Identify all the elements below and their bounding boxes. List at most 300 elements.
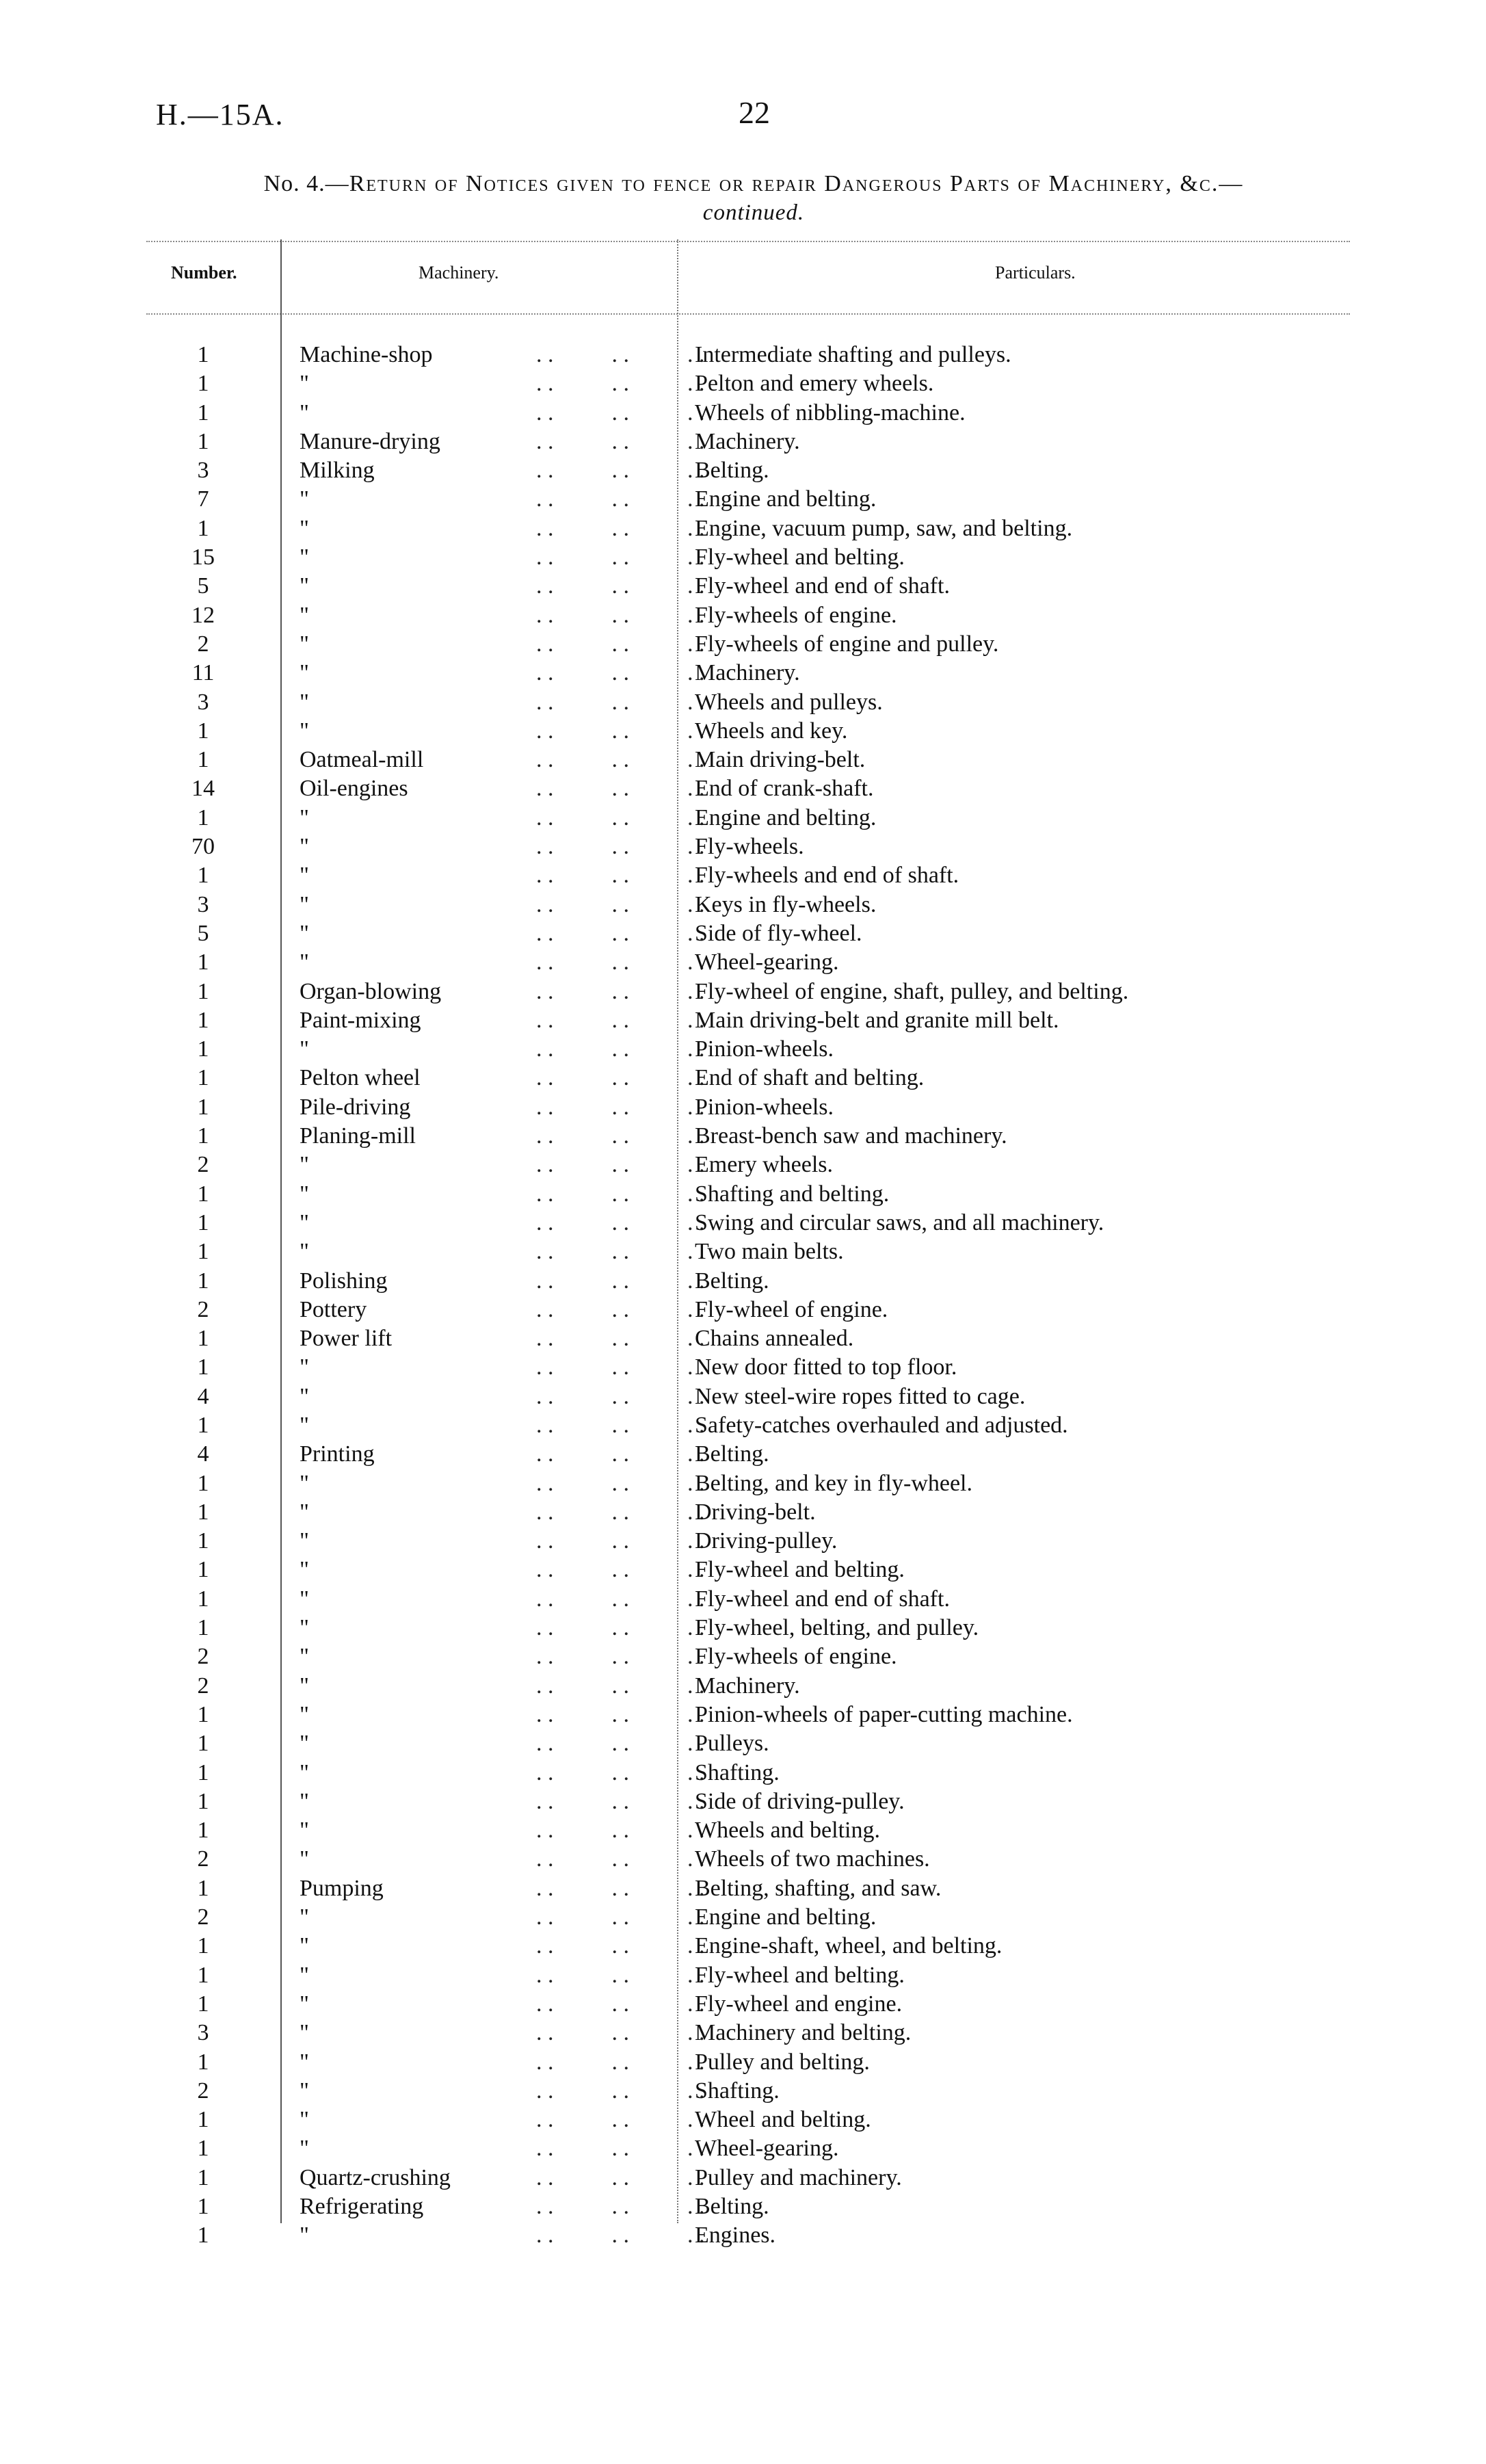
row-machinery: "	[300, 1383, 309, 1409]
row-number: 2	[197, 1846, 209, 1872]
row-leader-dots: . . . . . .	[536, 718, 705, 744]
row-number: 1	[197, 1991, 209, 2017]
row-number: 1	[197, 949, 209, 975]
table-row	[0, 804, 1486, 833]
row-leader-dots: . . . . . .	[536, 804, 705, 830]
table-row	[0, 1787, 1486, 1816]
row-machinery: "	[300, 515, 309, 541]
row-leader-dots: . . . . . .	[536, 2049, 705, 2075]
row-particulars: Emery wheels.	[695, 1152, 834, 1178]
row-particulars: New steel-wire ropes fitted to cage.	[695, 1383, 1026, 1409]
table-row	[0, 1324, 1486, 1353]
table-row	[0, 717, 1486, 746]
row-particulars: Fly-wheel and belting.	[695, 545, 905, 571]
table-row	[0, 369, 1486, 398]
table-row	[0, 1440, 1486, 1469]
row-number: 2	[197, 1152, 209, 1178]
row-machinery: "	[300, 1759, 309, 1785]
row-machinery: "	[300, 891, 309, 917]
row-particulars: Breast-bench saw and machinery.	[695, 1123, 1007, 1149]
row-machinery: "	[300, 1818, 309, 1844]
row-number: 11	[191, 660, 215, 686]
row-machinery: "	[300, 1528, 309, 1554]
row-leader-dots: . . . . . .	[536, 978, 705, 1004]
row-machinery: "	[300, 1499, 309, 1525]
row-particulars: Fly-wheel, belting, and pulley.	[695, 1615, 979, 1641]
row-machinery: "	[300, 1644, 309, 1670]
row-machinery: "	[300, 2107, 309, 2133]
row-number: 1	[197, 1499, 209, 1525]
row-machinery: Oatmeal-mill	[300, 747, 424, 773]
row-particulars: Fly-wheels.	[695, 834, 804, 860]
row-machinery: "	[300, 1412, 309, 1438]
row-number: 2	[197, 1644, 209, 1670]
row-particulars: Main driving-belt.	[695, 747, 866, 773]
row-leader-dots: . . . . . .	[536, 399, 705, 425]
row-number: 14	[191, 776, 215, 802]
row-particulars: Belting, and key in fly-wheel.	[695, 1470, 973, 1496]
document-reference: H.—15A.	[156, 98, 284, 131]
row-machinery: Polishing	[300, 1268, 388, 1294]
row-machinery: "	[300, 602, 309, 628]
row-leader-dots: . . . . . .	[536, 1383, 705, 1409]
row-machinery: Pile-driving	[300, 1094, 411, 1120]
row-machinery: "	[300, 399, 309, 425]
row-leader-dots: . . . . . .	[536, 2078, 705, 2103]
row-machinery: "	[300, 660, 309, 686]
row-number: 1	[197, 1586, 209, 1612]
table-row	[0, 1006, 1486, 1035]
row-number: 7	[197, 486, 209, 512]
row-number: 1	[197, 1065, 209, 1091]
row-leader-dots: . . . . . .	[536, 949, 705, 975]
table-row	[0, 1498, 1486, 1527]
row-particulars: Machinery.	[695, 660, 800, 686]
row-particulars: Pinion-wheels.	[695, 1094, 834, 1120]
table-row	[0, 659, 1486, 687]
row-particulars: Chains annealed.	[695, 1326, 854, 1352]
row-number: 15	[191, 545, 215, 571]
table-row	[0, 948, 1486, 977]
row-machinery: "	[300, 1209, 309, 1235]
row-machinery: "	[300, 371, 309, 397]
row-number: 1	[197, 1875, 209, 1901]
row-number: 1	[197, 1326, 209, 1352]
table-row	[0, 1990, 1486, 2019]
row-machinery: "	[300, 1239, 309, 1265]
row-leader-dots: . . . . . .	[536, 1846, 705, 1872]
row-machinery: "	[300, 804, 309, 830]
row-particulars: Engine, vacuum pump, saw, and belting.	[695, 515, 1073, 541]
row-leader-dots: . . . . . .	[536, 2107, 705, 2133]
column-header-particulars: Particulars.	[995, 263, 1076, 283]
row-number: 1	[197, 863, 209, 889]
row-particulars: Side of fly-wheel.	[695, 920, 862, 946]
row-particulars: Two main belts.	[695, 1239, 844, 1265]
row-number: 1	[197, 747, 209, 773]
row-leader-dots: . . . . . .	[536, 1470, 705, 1496]
row-particulars: Fly-wheel and end of shaft.	[695, 573, 950, 599]
row-leader-dots: . . . . . .	[536, 863, 705, 889]
row-leader-dots: . . . . . .	[536, 2136, 705, 2162]
row-particulars: Wheels of two machines.	[695, 1846, 930, 1872]
table-row	[0, 861, 1486, 890]
row-leader-dots: . . . . . .	[536, 747, 705, 773]
row-particulars: Pinion-wheels.	[695, 1036, 834, 1062]
table-row	[0, 1932, 1486, 1961]
row-leader-dots: . . . . . .	[536, 573, 705, 599]
row-number: 1	[197, 1528, 209, 1554]
row-number: 1	[197, 1759, 209, 1785]
row-number: 1	[197, 1007, 209, 1033]
table-row	[0, 456, 1486, 485]
row-leader-dots: . . . . . .	[536, 776, 705, 802]
table-row	[0, 774, 1486, 803]
row-machinery: "	[300, 486, 309, 512]
row-leader-dots: . . . . . .	[536, 545, 705, 571]
row-particulars: Wheel-gearing.	[695, 949, 839, 975]
row-number: 1	[197, 1818, 209, 1844]
row-machinery: Milking	[300, 458, 375, 484]
row-machinery: Paint-mixing	[300, 1007, 421, 1033]
row-particulars: Pulley and belting.	[695, 2049, 870, 2075]
row-machinery: "	[300, 2020, 309, 2046]
column-header-machinery: Machinery.	[419, 263, 499, 283]
row-particulars: Machinery and belting.	[695, 2020, 912, 2046]
table-row	[0, 1411, 1486, 1440]
row-machinery: "	[300, 920, 309, 946]
row-number: 1	[197, 2049, 209, 2075]
row-particulars: Fly-wheel and engine.	[695, 1991, 903, 2017]
row-particulars: Safety-catches overhauled and adjusted.	[695, 1412, 1068, 1438]
row-number: 12	[191, 602, 215, 628]
row-particulars: Fly-wheel and end of shaft.	[695, 1586, 950, 1612]
row-machinery: "	[300, 1181, 309, 1207]
row-particulars: Belting.	[695, 458, 769, 484]
row-machinery: "	[300, 1557, 309, 1583]
row-leader-dots: . . . . . .	[536, 1239, 705, 1265]
row-number: 1	[197, 371, 209, 397]
row-machinery: "	[300, 1470, 309, 1496]
row-particulars: End of shaft and belting.	[695, 1065, 925, 1091]
row-leader-dots: . . . . . .	[536, 1557, 705, 1583]
row-leader-dots: . . . . . .	[536, 342, 705, 367]
row-leader-dots: . . . . . .	[536, 1412, 705, 1438]
table-row	[0, 1035, 1486, 1064]
table-row	[0, 1903, 1486, 1932]
row-number: 3	[197, 458, 209, 484]
row-particulars: Engine-shaft, wheel, and belting.	[695, 1933, 1003, 1959]
table-row	[0, 1701, 1486, 1729]
row-particulars: Belting.	[695, 1441, 769, 1467]
row-machinery: "	[300, 689, 309, 715]
row-particulars: Engine and belting.	[695, 804, 877, 830]
row-leader-dots: . . . . . .	[536, 428, 705, 454]
row-number: 5	[197, 920, 209, 946]
row-particulars: Swing and circular saws, and all machinery.	[695, 1209, 1104, 1235]
table-row	[0, 601, 1486, 630]
row-machinery: Planing-mill	[300, 1123, 416, 1149]
row-leader-dots: . . . . . .	[536, 1904, 705, 1930]
table-row	[0, 2221, 1486, 2250]
row-particulars: Driving-pulley.	[695, 1528, 838, 1554]
row-leader-dots: . . . . . .	[536, 1615, 705, 1641]
row-number: 1	[197, 1181, 209, 1207]
row-number: 1	[197, 1036, 209, 1062]
row-machinery: "	[300, 1991, 309, 2017]
row-machinery: Manure-drying	[300, 428, 440, 454]
row-particulars: Intermediate shafting and pulleys.	[695, 342, 1011, 367]
table-row	[0, 746, 1486, 774]
row-machinery: "	[300, 718, 309, 744]
row-number: 2	[197, 2078, 209, 2103]
table-row	[0, 1267, 1486, 1296]
table-row	[0, 1874, 1486, 1903]
row-leader-dots: . . . . . .	[536, 1326, 705, 1352]
row-leader-dots: . . . . . .	[536, 2223, 705, 2249]
row-leader-dots: . . . . . .	[536, 920, 705, 946]
row-particulars: Fly-wheels and end of shaft.	[695, 863, 959, 889]
row-machinery: "	[300, 1036, 309, 1062]
row-leader-dots: . . . . . .	[536, 458, 705, 484]
row-machinery: "	[300, 1788, 309, 1814]
row-number: 5	[197, 573, 209, 599]
row-number: 1	[197, 428, 209, 454]
table-row	[0, 572, 1486, 601]
table-row	[0, 2134, 1486, 2163]
table-row	[0, 1064, 1486, 1092]
row-particulars: Pinion-wheels of paper-cutting machine.	[695, 1701, 1073, 1727]
table-row	[0, 1816, 1486, 1845]
row-number: 1	[197, 1209, 209, 1235]
row-number: 1	[197, 1962, 209, 1988]
row-number: 1	[197, 342, 209, 367]
row-leader-dots: . . . . . .	[536, 1759, 705, 1785]
row-leader-dots: . . . . . .	[536, 1094, 705, 1120]
row-particulars: Wheels and key.	[695, 718, 848, 744]
table-row	[0, 2019, 1486, 2047]
table-row	[0, 630, 1486, 659]
row-leader-dots: . . . . . .	[536, 486, 705, 512]
table-row	[0, 1180, 1486, 1209]
row-leader-dots: . . . . . .	[536, 1644, 705, 1670]
title-continued: continued.	[702, 200, 805, 225]
row-particulars: Shafting.	[695, 2078, 780, 2103]
row-particulars: Wheels of nibbling-machine.	[695, 399, 966, 425]
table-row	[0, 688, 1486, 717]
row-machinery: "	[300, 1962, 309, 1988]
row-particulars: Fly-wheel and belting.	[695, 1557, 905, 1583]
title-prefix: No. 4.—	[263, 171, 349, 196]
table-row	[0, 2164, 1486, 2192]
row-leader-dots: . . . . . .	[536, 1354, 705, 1380]
row-leader-dots: . . . . . .	[536, 1788, 705, 1814]
row-particulars: Wheels and pulleys.	[695, 689, 883, 715]
row-number: 2	[197, 1673, 209, 1699]
table-row	[0, 1672, 1486, 1701]
table-row	[0, 1237, 1486, 1266]
row-number: 1	[197, 2136, 209, 2162]
row-particulars: Driving-belt.	[695, 1499, 816, 1525]
row-number: 1	[197, 1239, 209, 1265]
row-number: 1	[197, 1412, 209, 1438]
row-particulars: New door fitted to top floor.	[695, 1354, 957, 1380]
row-machinery: "	[300, 2049, 309, 2075]
row-machinery: Pelton wheel	[300, 1065, 421, 1091]
row-number: 1	[197, 399, 209, 425]
table-row	[0, 1122, 1486, 1151]
row-machinery: "	[300, 1731, 309, 1757]
row-number: 1	[197, 1094, 209, 1120]
row-machinery: Machine-shop	[300, 342, 433, 367]
row-machinery: Refrigerating	[300, 2194, 424, 2219]
row-number: 1	[197, 1701, 209, 1727]
row-machinery: "	[300, 1846, 309, 1872]
row-leader-dots: . . . . . .	[536, 660, 705, 686]
row-machinery: Power lift	[300, 1326, 393, 1352]
row-leader-dots: . . . . . .	[536, 602, 705, 628]
table-row	[0, 1296, 1486, 1324]
row-particulars: Belting.	[695, 1268, 769, 1294]
row-particulars: Machinery.	[695, 428, 800, 454]
table-row	[0, 1382, 1486, 1411]
row-number: 4	[197, 1441, 209, 1467]
table-row	[0, 514, 1486, 543]
row-particulars: Pulleys.	[695, 1731, 769, 1757]
row-particulars: Fly-wheels of engine and pulley.	[695, 631, 999, 657]
row-leader-dots: . . . . . .	[536, 1701, 705, 1727]
row-number: 3	[197, 2020, 209, 2046]
row-particulars: Wheels and belting.	[695, 1818, 880, 1844]
table-row	[0, 1961, 1486, 1990]
row-number: 2	[197, 631, 209, 657]
row-particulars: Pelton and emery wheels.	[695, 371, 934, 397]
table-row	[0, 1759, 1486, 1787]
row-leader-dots: . . . . . .	[536, 689, 705, 715]
table-title	[159, 170, 1349, 227]
row-particulars: Fly-wheels of engine.	[695, 602, 897, 628]
table-row	[0, 1585, 1486, 1614]
row-number: 70	[191, 834, 215, 860]
table-row	[0, 1614, 1486, 1642]
row-number: 1	[197, 2194, 209, 2219]
table-row	[0, 1353, 1486, 1382]
row-machinery: "	[300, 863, 309, 889]
row-machinery: "	[300, 1586, 309, 1612]
row-leader-dots: . . . . . .	[536, 1875, 705, 1901]
row-leader-dots: . . . . . .	[536, 1268, 705, 1294]
table-row	[0, 2077, 1486, 2106]
row-number: 1	[197, 1731, 209, 1757]
row-leader-dots: . . . . . .	[536, 1441, 705, 1467]
row-leader-dots: . . . . . .	[536, 834, 705, 860]
row-leader-dots: . . . . . .	[536, 1007, 705, 1033]
table-row	[0, 1729, 1486, 1758]
row-leader-dots: . . . . . .	[536, 1152, 705, 1178]
row-number: 1	[197, 2107, 209, 2133]
table-row	[0, 1209, 1486, 1237]
row-leader-dots: . . . . . .	[536, 371, 705, 397]
row-leader-dots: . . . . . .	[536, 2194, 705, 2219]
row-leader-dots: . . . . . .	[536, 1123, 705, 1149]
row-leader-dots: . . . . . .	[536, 2020, 705, 2046]
header-bottom-rule	[146, 313, 1350, 315]
column-header-number: Number.	[171, 263, 237, 283]
row-particulars: Shafting.	[695, 1759, 780, 1785]
row-machinery: Organ-blowing	[300, 978, 442, 1004]
row-particulars: Keys in fly-wheels.	[695, 891, 877, 917]
page-number: 22	[739, 95, 770, 130]
row-leader-dots: . . . . . .	[536, 1296, 705, 1322]
row-particulars: Engine and belting.	[695, 1904, 877, 1930]
row-particulars: Belting.	[695, 2194, 769, 2219]
row-leader-dots: . . . . . .	[536, 1673, 705, 1699]
row-number: 1	[197, 1470, 209, 1496]
row-number: 4	[197, 1383, 209, 1409]
row-particulars: Machinery.	[695, 1673, 800, 1699]
row-machinery: "	[300, 834, 309, 860]
row-machinery: "	[300, 1615, 309, 1641]
notice-table-body	[0, 341, 1486, 2251]
row-number: 1	[197, 1933, 209, 1959]
title-main: Return of Notices given to fence or repair Dangerous Parts of Machinery, &c.—	[349, 171, 1244, 196]
row-leader-dots: . . . . . .	[536, 515, 705, 541]
row-particulars: Wheel and belting.	[695, 2107, 871, 2133]
row-machinery: "	[300, 573, 309, 599]
row-number: 1	[197, 1557, 209, 1583]
row-machinery: Printing	[300, 1441, 375, 1467]
row-machinery: "	[300, 1701, 309, 1727]
table-row	[0, 978, 1486, 1006]
table-row	[0, 1527, 1486, 1556]
table-row	[0, 1845, 1486, 1874]
row-particulars: Belting, shafting, and saw.	[695, 1875, 942, 1901]
row-machinery: Pumping	[300, 1875, 384, 1901]
row-machinery: "	[300, 2223, 309, 2249]
table-row	[0, 833, 1486, 861]
table-row	[0, 428, 1486, 456]
row-machinery: "	[300, 949, 309, 975]
row-leader-dots: . . . . . .	[536, 2164, 705, 2190]
row-number: 1	[197, 1268, 209, 1294]
row-particulars: Main driving-belt and granite mill belt.	[695, 1007, 1059, 1033]
table-row	[0, 1093, 1486, 1122]
row-machinery: "	[300, 2078, 309, 2103]
row-number: 1	[197, 2164, 209, 2190]
row-machinery: "	[300, 1673, 309, 1699]
row-leader-dots: . . . . . .	[536, 1528, 705, 1554]
table-row	[0, 543, 1486, 572]
row-particulars: Fly-wheels of engine.	[695, 1644, 897, 1670]
row-particulars: Fly-wheel and belting.	[695, 1962, 905, 1988]
table-row	[0, 891, 1486, 919]
row-machinery: "	[300, 1933, 309, 1959]
row-leader-dots: . . . . . .	[536, 1991, 705, 2017]
row-machinery: Oil-engines	[300, 776, 408, 802]
row-number: 2	[197, 1904, 209, 1930]
row-leader-dots: . . . . . .	[536, 1181, 705, 1207]
row-leader-dots: . . . . . .	[536, 1499, 705, 1525]
row-leader-dots: . . . . . .	[536, 1933, 705, 1959]
row-machinery: "	[300, 631, 309, 657]
table-row	[0, 2106, 1486, 2134]
table-row	[0, 399, 1486, 428]
row-number: 1	[197, 1354, 209, 1380]
row-leader-dots: . . . . . .	[536, 1209, 705, 1235]
row-particulars: Fly-wheel of engine, shaft, pulley, and belting.	[695, 978, 1129, 1004]
row-particulars: Fly-wheel of engine.	[695, 1296, 888, 1322]
table-row	[0, 1469, 1486, 1498]
